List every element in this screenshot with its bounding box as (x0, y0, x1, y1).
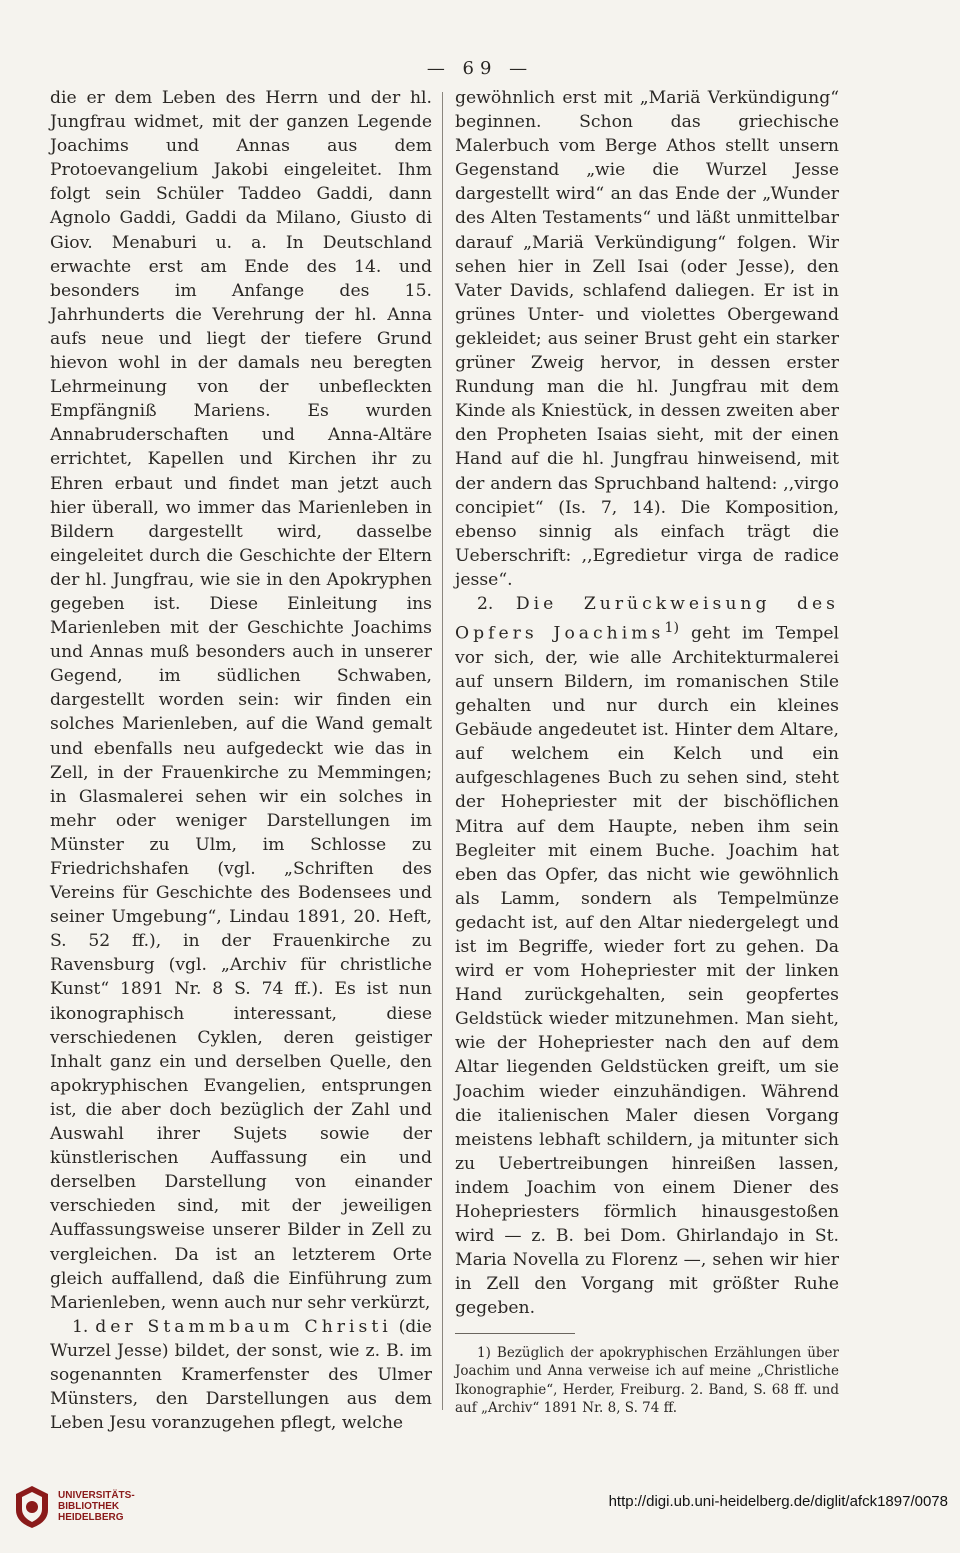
right-column (455, 86, 839, 1418)
page-number: — 69 — (426, 58, 534, 79)
source-url-link[interactable]: http://digi.ub.uni-heidelberg.de/diglit/afck1897/0078 (608, 1493, 948, 1510)
logo-line: UNIVERSITÄTS- (58, 1490, 135, 1501)
footnote: 1) Bezüglich der apokryphischen Erzählungen über Joachim und Anna verweise ich auf meine „Christliche Ikonographie“, Herder, Freiburg. 2. Band, S. 68 ff. und auf „Archiv“ 1891 Nr. 8, S. 74 ff. (455, 1344, 839, 1417)
spaced-heading: Die Zurückweisung des Opfers Joachims (455, 593, 839, 644)
footnote-marker: 1) (664, 620, 680, 637)
paragraph: gewöhnlich erst mit „Mariä Verkündigung“ beginnen. Schon das griechische Malerbuch vom Berge Athos stellt unsern Gegenstand „wie die Wurzel Jesse dargestellt wird“ an das Ende der „Wunder des Alten Testaments“ und läßt unmittelbar darauf „Mariä Verkündigung“ folgen. Wir sehen hier in Zell Isai (oder Jesse), den Vater Davids, schlafend daliegen. Er ist in grünes Unter- und violettes Obergewand gekleidet; aus seiner Brust geht ein starker grüner Zweig hervor, in dessen erster Rundung man die hl. Jungfrau mit dem Kinde als Kniestück, in dessen zweiten aber den Propheten Isaias sieht, mit der einen Hand auf die hl. Jungfrau hinweisend, mit der andern das Spruchband haltend: ,,virgo concipiet“ (Is. 7, 14). Die Komposition, ebenso sinnig als einfach trägt die Ueberschrift: ,,Egredietur virga de radice jesse“. (455, 88, 839, 590)
logo-line: BIBLIOTHEK (58, 1501, 120, 1512)
footnote-rule (455, 1333, 575, 1334)
enumeration: 2. (477, 593, 494, 614)
left-column (50, 86, 432, 1435)
university-seal-icon (12, 1484, 52, 1530)
paragraph (455, 592, 839, 1321)
paragraph: die er dem Leben des Herrn und der hl. Jungfrau widmet, mit der ganzen Legende Joachims und Annas aus dem Protoevangelium Jakobi eingeleitet. Ihm folgt sein Schüler Taddeo Gaddi, dann Agnolo Gaddi, Gaddi da Milano, Giusto di Giov. Menaburi u. a. In Deutschland erwachte erst am Ende des 14. und besonders im Anfange des 15. Jahrhunderts die Verehrung der hl. Anna aufs neue und liegt der tiefere Grund hievon wohl in der damals neu beregten Lehrmeinung von der unbefleckten Empfängniß Mariens. Es wurden Annabruderschaften und Anna-Altäre errichtet, Kapellen und Kirchen ihr zu Ehren erbaut und findet man jetzt auch hier überall, wo immer das Marienleben in Bildern dargestellt wird, dasselbe eingeleitet durch die Geschichte der Eltern der hl. Jungfrau, wie sie in den Apokryphen gegeben ist. Diese Einleitung ins Marienleben mit der Geschichte Joachims und Annas muß besonders auch in unserer Gegend, im südlichen Schwaben, dargestellt worden sein: wir finden ein solches Marienleben, auf die Wand gemalt und ebenfalls neu aufgedeckt wie das in Zell, in der Frauenkirche zu Memmingen; in Glasmalerei sehen wir ein solches in mehr oder weniger Darstellungen im Münster zu Ulm, im Schlosse zu Friedrichshafen (vgl. „Schriften des Vereins für Geschichte des Bodensees und seiner Umgebung“, Lindau 1891, 20. Heft, S. 52 ff.), in der Frauenkirche zu Ravensburg (vgl. „Archiv für christliche Kunst“ 1891 Nr. 8 S. 74 ff.). Es ist nun ikonographisch interessant, diese verschiedenen Cyklen, deren geistiger Inhalt ganz ein und derselben Quelle, den apokryphischen Evangelien, entsprungen ist, die aber doch bezüglich der Zahl und Auswahl ihrer Sujets sowie der künstlerischen Auffassung ein und derselben Darstellung von einander verschieden sind, mit der jeweiligen Auffassungsweise unserer Bilder in Zell zu vergleichen. Da ist an letzterem Orte gleich auffallend, daß die Einführung zum Marienleben, wenn auch nur sehr verkürzt, (50, 88, 432, 1313)
paragraph-text: (die Wurzel Jesse) bildet, der sonst, wie z. B. im sogenannten Kramerfenster des Ulmer Münsters, den Darstellungen aus dem Leben Jesu voranzugehen pflegt, welche (50, 1316, 432, 1434)
enumeration: 1. (72, 1316, 89, 1337)
digitization-footer (0, 1468, 960, 1553)
paragraph-text: geht im Tempel vor sich, der, wie alle Architekturmalerei auf unsern Bildern, im romanischen Stile gehalten und nur durch ein kleines Gebäude angedeutet ist. Hinter dem Altare, auf welchem ein Kelch und ein aufgeschlagenes Buch zu sehen sind, steht der Hohepriester mit der bischöflichen Mitra auf dem Haupte, neben ihm sein Begleiter mit einem Buche. Joachim hat eben das Opfer, das nicht wie gewöhnlich als Lamm, sondern als Tempelmünze gedacht ist, auf den Altar niedergelegt und ist im Begriffe, wieder fort zu gehen. Da wird er vom Hohepriester mit der linken Hand zurückgehalten, sein geopfertes Geldstück wieder mitzunehmen. Man sieht, wie der Hohepriester nach den auf dem Altar liegenden Geldstücken greift, um sie Joachim wieder einzuhändigen. Während die italienischen Maler diesen Vorgang meistens lebhaft schildern, ja mitunter sich zu Uebertreibungen hinreißen lassen, indem Joachim von einem Diener des Hohepriesters förmlich hinausgestoßen wird — z. B. bei Dom. Ghirlandajo in St. Maria Novella zu Florenz —, sehen wir hier in Zell den Vorgang mit größter Ruhe gegeben. (455, 623, 839, 1319)
library-logo-text (58, 1490, 135, 1523)
logo-line: HEIDELBERG (58, 1512, 124, 1523)
column-divider (442, 92, 443, 1410)
paragraph (50, 1315, 432, 1435)
spaced-heading: der Stammbaum Christi (95, 1316, 392, 1337)
